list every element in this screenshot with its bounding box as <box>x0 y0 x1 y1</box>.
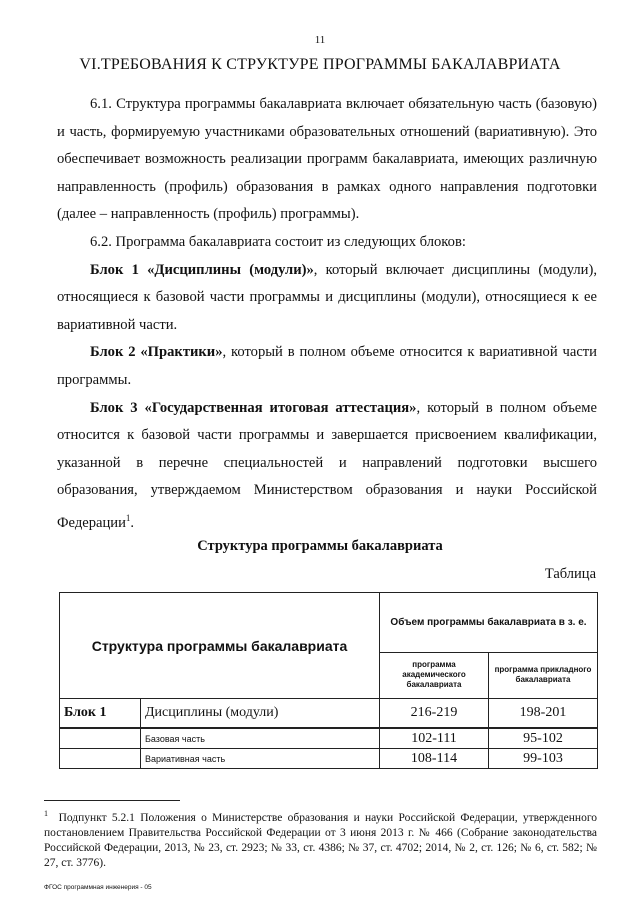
header-applied: программа прикладного бакалавриата <box>489 652 598 698</box>
row-applied: 198-201 <box>489 699 598 729</box>
block-1-title: Блок 1 «Дисциплины (модули)» <box>90 261 314 278</box>
paragraph-block-3 <box>57 395 597 538</box>
block-3-end: . <box>130 514 135 531</box>
block-2-title: Блок 2 «Практики» <box>90 344 223 361</box>
page-number: 11 <box>314 34 326 46</box>
body-text <box>57 91 597 537</box>
row-applied: 95-102 <box>489 728 598 749</box>
footnote-mark: 1 <box>44 809 48 818</box>
header-structure: Структура программы бакалавриата <box>60 593 380 699</box>
footnote-divider <box>44 800 180 801</box>
paragraph-6-1: 6.1. Структура программы бакалавриата включает обязательную часть (базовую) и часть, формируемую участниками образовательных отношений (вариативную). Это обеспечивает возможность реализации программ бакалавриата, имеющих различную направленность (профиль) образования в рамках одного направления подготовки (далее – направленность (профиль) программы). <box>57 96 597 223</box>
row-block <box>60 728 141 749</box>
block-2-text: , который в полном объеме относится к вариативной части программы. <box>57 344 597 388</box>
row-name: Вариативная часть <box>141 749 380 769</box>
table-header-row <box>60 593 598 653</box>
paragraph-block-2 <box>57 339 597 394</box>
header-academic: программа академического бакалавриата <box>380 652 489 698</box>
block-1-text: , который включает дисциплины (модули), относящиеся к базовой части программы и дисциплины (модули), относящиеся к ее вариативной части. <box>57 261 597 333</box>
table-title: Структура программы бакалавриата <box>197 538 443 554</box>
paragraph-6-2: 6.2. Программа бакалавриата состоит из следующих блоков: <box>90 233 466 250</box>
row-name: Базовая часть <box>141 728 380 749</box>
footnote-ref[interactable]: 1 <box>125 512 131 523</box>
row-academic: 108-114 <box>380 749 489 769</box>
paragraph-block-1 <box>57 257 597 340</box>
table-row <box>60 699 598 729</box>
block-3-text: , который в полном объеме относится к базовой части программы и завершается присвоением квалификации, указанной в перечне специальностей и направлений подготовки высшего образования, утверждаемом Министерством образования и науки Российской Федерации <box>57 399 597 531</box>
row-academic: 216-219 <box>380 699 489 729</box>
row-academic: 102-111 <box>380 728 489 749</box>
block-3-title: Блок 3 «Государственная итоговая аттестация» <box>90 399 417 416</box>
table-row <box>60 728 598 749</box>
table-row <box>60 749 598 769</box>
row-name: Дисциплины (модули) <box>141 699 380 729</box>
footnote-text: Подпункт 5.2.1 Положения о Министерстве образования и науки Российской Федерации, утвержденного постановлением Правительства Российской Федерации от 3 июня 2013 г. № 466 (Собрание законодательства Российской Федерации, 2013, № 23, ст. 2923; № 33, ст. 4386; № 37, ст. 4702; 2014, № 2, ст. 126; № 6, ст. 582; № 27, ст. 3776). <box>44 811 597 869</box>
section-heading: VI.ТРЕБОВАНИЯ К СТРУКТУРЕ ПРОГРАММЫ БАКАЛАВРИАТА <box>79 56 561 73</box>
structure-table <box>59 592 598 769</box>
row-block: Блок 1 <box>60 699 141 729</box>
footer-code: ФГОС программная инженерия - 05 <box>44 884 152 891</box>
header-volume: Объем программы бакалавриата в з. е. <box>380 593 598 653</box>
row-applied: 99-103 <box>489 749 598 769</box>
row-block <box>60 749 141 769</box>
footnote <box>44 806 597 871</box>
table-label: Таблица <box>544 566 596 582</box>
